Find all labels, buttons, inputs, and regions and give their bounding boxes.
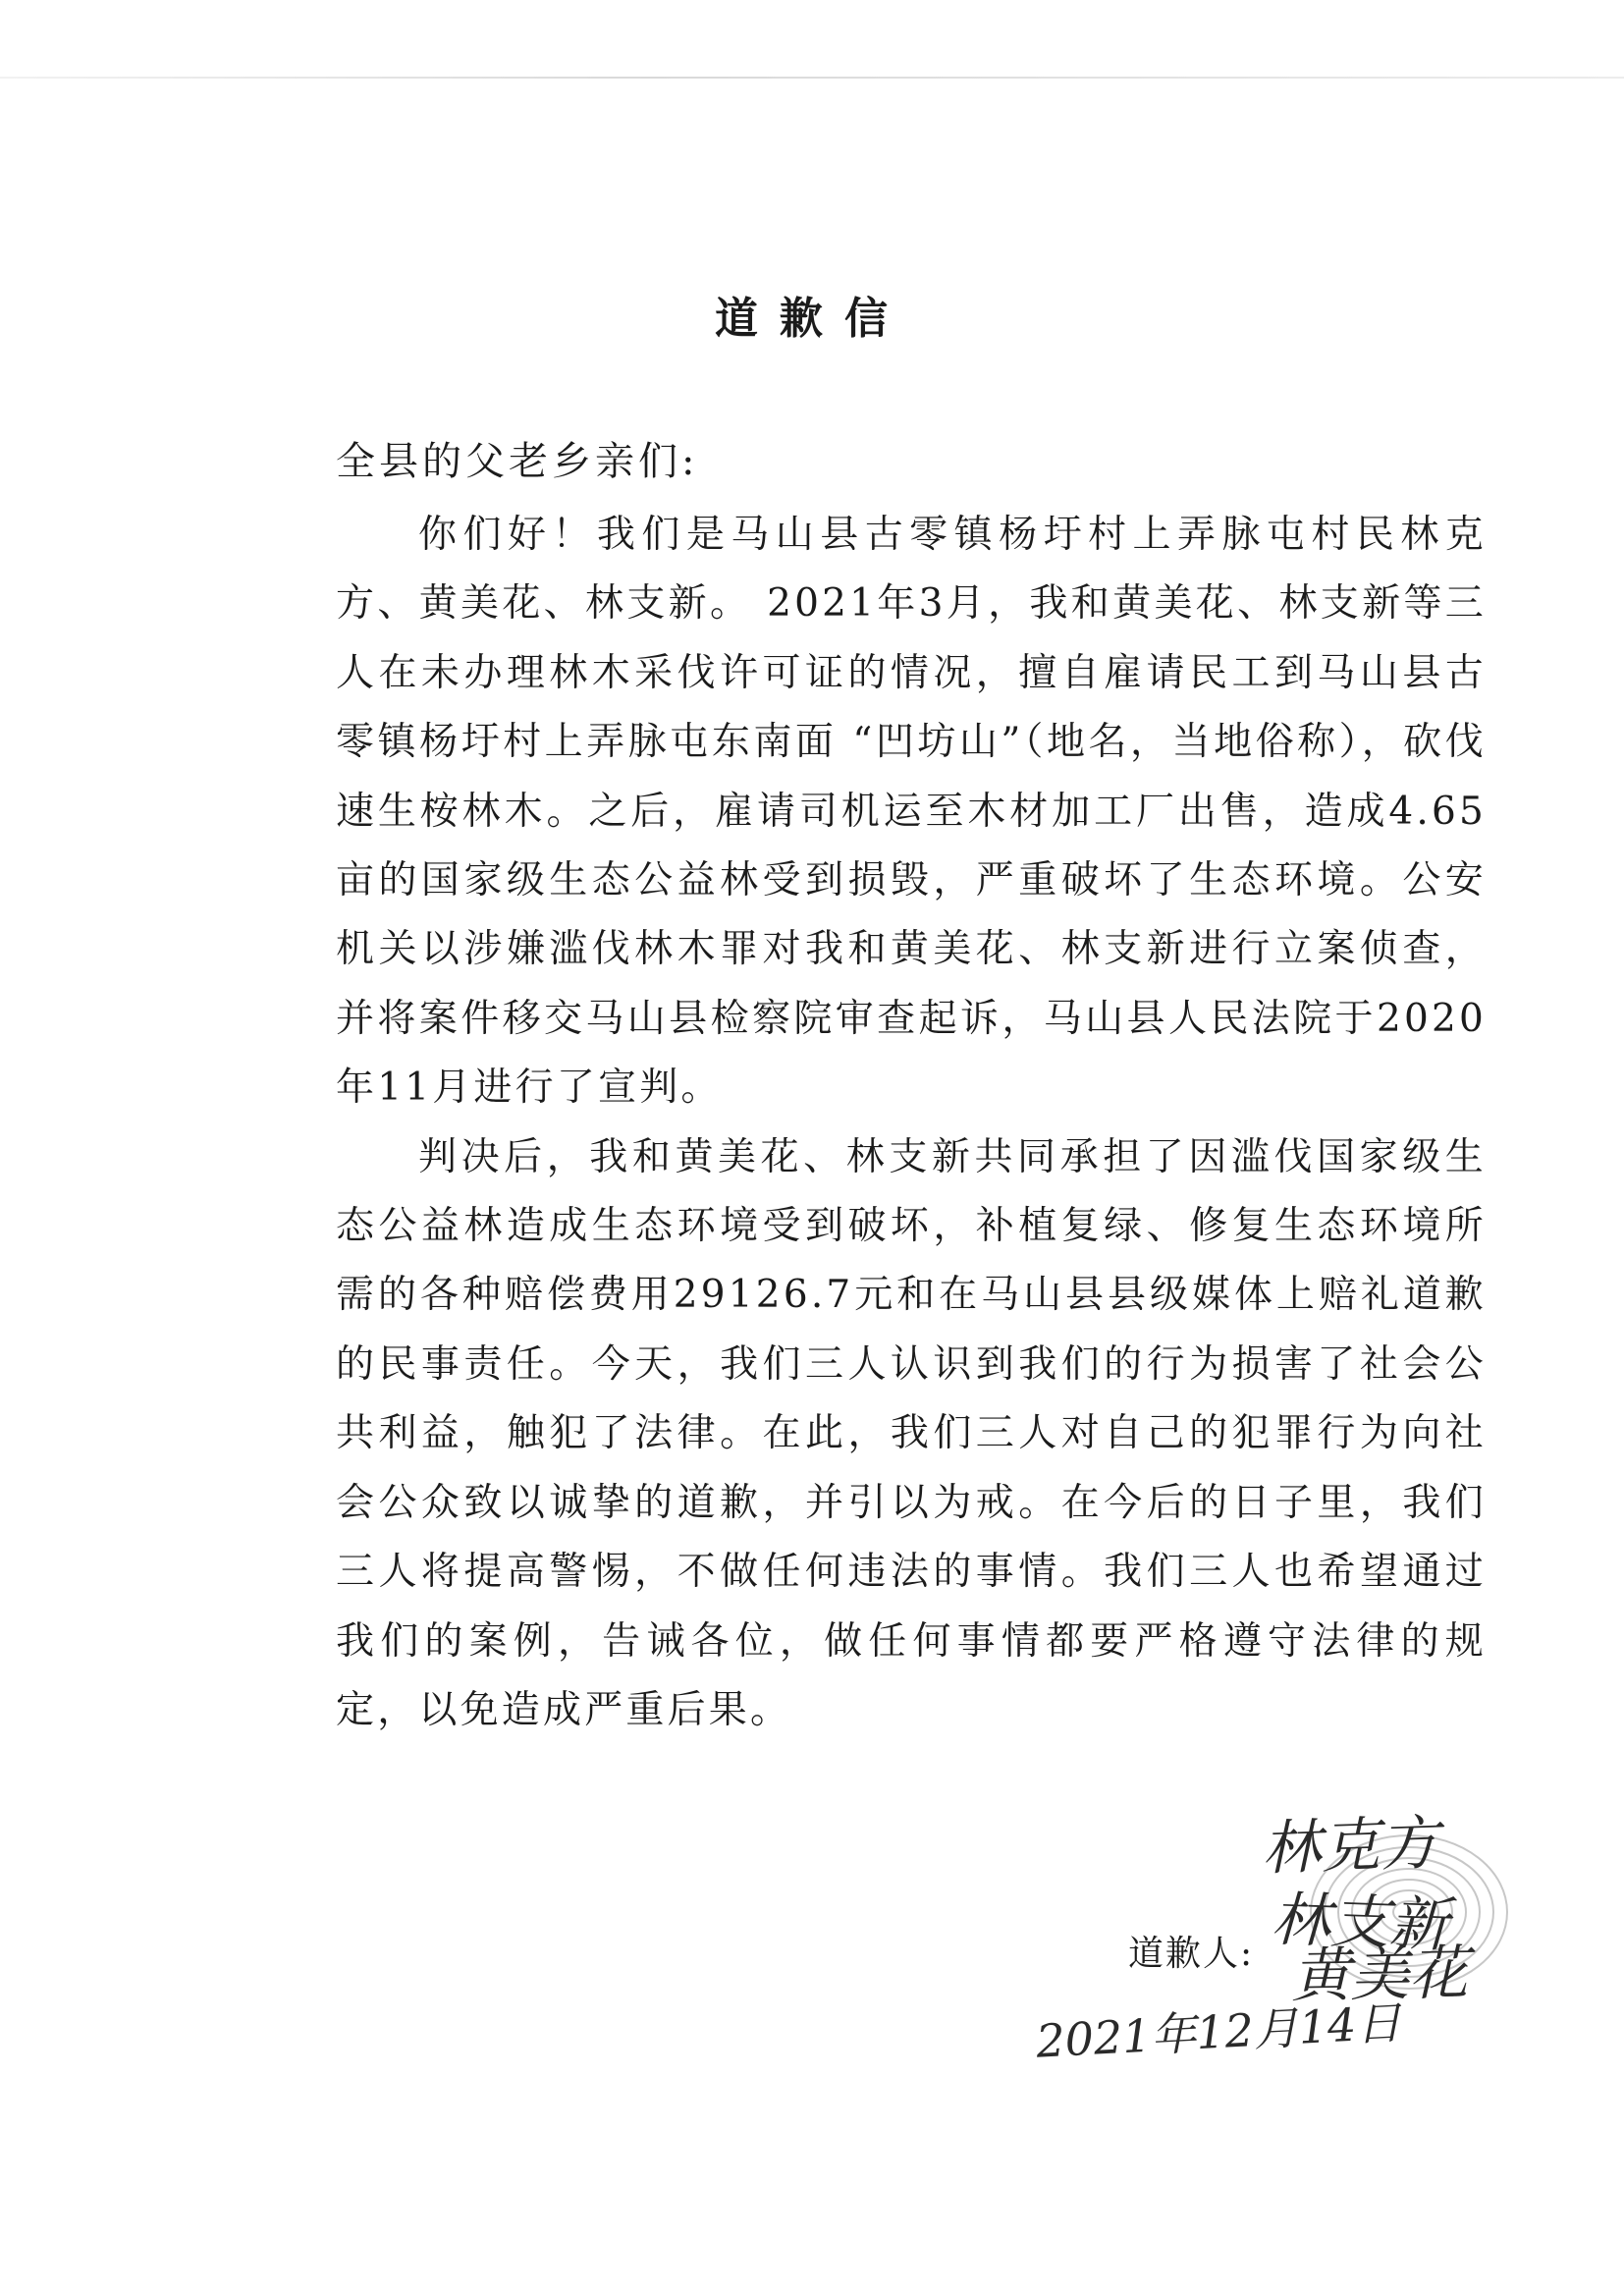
- handwritten-date: 2021年12月14日: [1034, 1995, 1403, 2068]
- signature-lin-zhixin: 林支新: [1270, 1885, 1449, 1961]
- signature-label: 道歉人:: [1128, 1934, 1255, 1974]
- signature-lin-kefang: 林克方: [1261, 1808, 1440, 1885]
- scan-edge: [0, 77, 1624, 79]
- paragraph-1: 你们好！我们是马山县古零镇杨圩村上弄脉屯村民林克方、黄美花、林支新。 2021年3月，我和黄美花、林支新等三人在未办理林木采伐许可证的情况，擅自雇请民工到马山县古零镇杨圩村上弄脉屯东南面 “凹坊山”（地名，当地俗称），砍伐速生桉林木。之后，雇请司机运至木材加工厂出售，造成4.65亩的国家级生态公益林受到损毁，严重破坏了生态环境。公安机关以涉嫌滥伐林木罪对我和黄美花、林支新进行立案侦查，并将案件移交马山县检察院审查起诉，马山县人民法院于2020年11月进行了宣判。: [336, 513, 1487, 1111]
- paragraph-2: 判决后，我和黄美花、林支新共同承担了因滥伐国家级生态公益林造成生态环境受到破坏，补植复绿、修复生态环境所需的各种赔偿费用29126.7元和在马山县县级媒体上赔礼道歉的民事责任。今天，我们三人认识到我们的行为损害了社会公共利益，触犯了法律。在此，我们三人对自己的犯罪行为向社会公众致以诚挚的道歉，并引以为戒。在今后的日子里，我们三人将提高警惕，不做任何违法的事情。我们三人也希望通过我们的案例，告诫各位，做任何事情都要严格遵守法律的规定，以免造成严重后果。: [336, 1134, 1487, 1732]
- letter-body: [336, 501, 1487, 1745]
- letter-title: 道歉信: [715, 294, 909, 344]
- salutation: 全县的父老乡亲们:: [336, 439, 699, 484]
- signature-huang-meihua: 黄美花: [1290, 1939, 1469, 2011]
